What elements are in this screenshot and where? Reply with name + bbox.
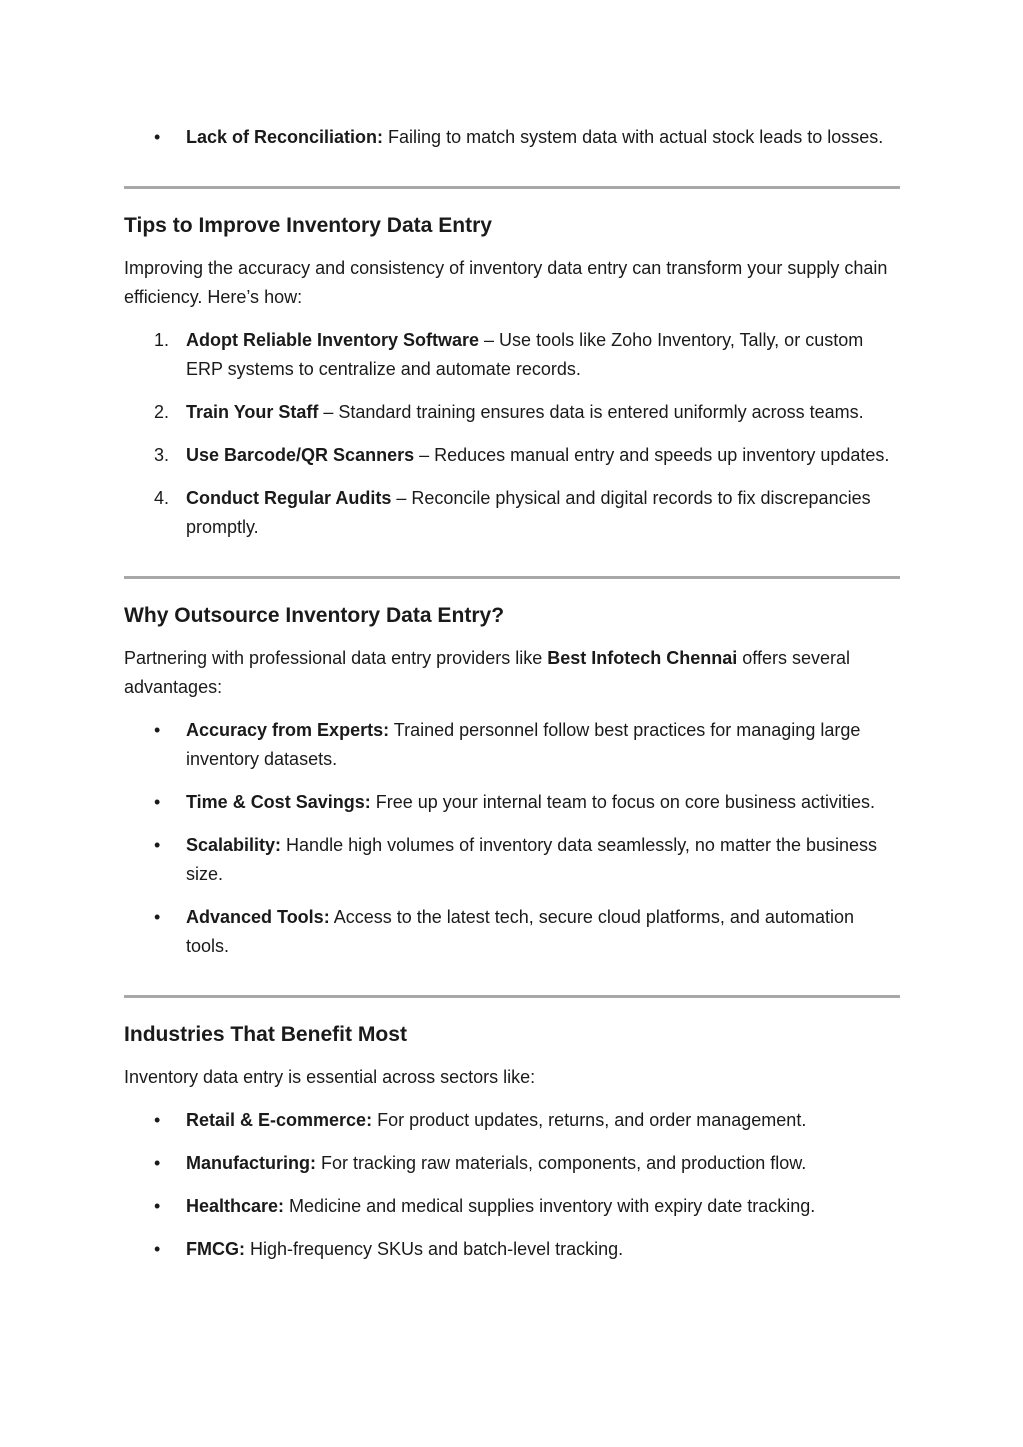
list-number: 4.	[154, 488, 170, 508]
bullet-icon: •	[154, 835, 161, 855]
list-item	[124, 441, 900, 470]
list-item-text: – Reduces manual entry and speeds up inventory updates.	[414, 445, 890, 465]
tips-numbered-list	[124, 326, 900, 542]
section-heading-tips: Tips to Improve Inventory Data Entry	[124, 214, 493, 237]
list-item	[124, 716, 900, 774]
section-heading-industries: Industries That Benefit Most	[124, 1023, 407, 1046]
list-item-text: – Standard training ensures data is entered uniformly across teams.	[318, 402, 864, 422]
list-item	[124, 1192, 900, 1221]
bullet-icon: •	[154, 1153, 161, 1173]
list-item-text: For product updates, returns, and order management.	[372, 1110, 807, 1130]
list-number: 3.	[154, 445, 170, 465]
industries-bullet-list	[124, 1106, 900, 1264]
list-item	[124, 398, 900, 427]
list-item	[124, 1106, 900, 1135]
list-item	[124, 903, 900, 961]
list-number: 2.	[154, 402, 170, 422]
list-item	[124, 484, 900, 542]
bullet-icon: •	[154, 792, 161, 812]
list-item-bold: Advanced Tools:	[186, 907, 330, 927]
list-item-bold: FMCG:	[186, 1239, 245, 1259]
bullet-icon: •	[154, 1239, 161, 1259]
list-item	[124, 123, 900, 152]
section-heading-outsource: Why Outsource Inventory Data Entry?	[124, 604, 505, 627]
list-item-text: Failing to match system data with actual stock leads to losses.	[383, 127, 884, 147]
list-item-text: – Reconcile physical and digital records to fix discrepancies promptly.	[186, 488, 871, 537]
divider	[124, 186, 900, 189]
bullet-icon: •	[154, 1196, 161, 1216]
section-intro-outsource	[124, 644, 900, 702]
list-item-text: Trained personnel follow best practices for managing large inventory datasets.	[186, 720, 861, 769]
list-item-text: Medicine and medical supplies inventory with expiry date tracking.	[284, 1196, 816, 1216]
list-item-bold: Healthcare:	[186, 1196, 285, 1216]
list-item	[124, 326, 900, 384]
list-item-bold: Manufacturing:	[186, 1153, 316, 1173]
list-item-bold: Accuracy from Experts:	[186, 720, 390, 740]
list-item-text: Access to the latest tech, secure cloud platforms, and automation tools.	[186, 907, 854, 956]
divider	[124, 995, 900, 998]
list-item	[124, 1149, 900, 1178]
list-item-bold: Conduct Regular Audits	[186, 488, 392, 508]
bullet-icon: •	[154, 907, 161, 927]
list-item-bold: Train Your Staff	[186, 402, 319, 422]
outsource-bullet-list	[124, 716, 900, 961]
bullet-icon: •	[154, 1110, 161, 1130]
list-item-bold: Scalability:	[186, 835, 282, 855]
document-page	[124, 120, 900, 1264]
list-item-bold: Lack of Reconciliation:	[186, 127, 384, 147]
list-item	[124, 831, 900, 889]
list-item-text: – Use tools like Zoho Inventory, Tally, or custom ERP systems to centralize and automate records.	[186, 330, 864, 379]
intro-text: offers several advantages:	[124, 648, 850, 697]
divider	[124, 576, 900, 579]
list-item-bold: Retail & E-commerce:	[186, 1110, 373, 1130]
section-intro-industries: Inventory data entry is essential across sectors like:	[124, 1067, 536, 1087]
list-item-text: High-frequency SKUs and batch-level tracking.	[244, 1239, 624, 1259]
list-number: 1.	[154, 330, 170, 350]
list-item	[124, 1235, 900, 1264]
list-item-bold: Time & Cost Savings:	[186, 792, 371, 812]
list-item-bold: Adopt Reliable Inventory Software	[186, 330, 480, 350]
list-item-text: Handle high volumes of inventory data seamlessly, no matter the business size.	[186, 835, 878, 884]
top-bullet-list	[124, 123, 900, 152]
list-item	[124, 788, 900, 817]
list-item-text: Free up your internal team to focus on core business activities.	[370, 792, 875, 812]
intro-bold-company: Best Infotech Chennai	[547, 648, 738, 668]
bullet-icon: •	[154, 127, 161, 147]
bullet-icon: •	[154, 720, 161, 740]
list-item-text: For tracking raw materials, components, and production flow.	[316, 1153, 807, 1173]
list-item-bold: Use Barcode/QR Scanners	[186, 445, 415, 465]
intro-text: Partnering with professional data entry providers like	[124, 648, 548, 668]
section-intro-tips: Improving the accuracy and consistency of inventory data entry can transform your supply chain efficiency. Here’s how:	[124, 258, 888, 307]
